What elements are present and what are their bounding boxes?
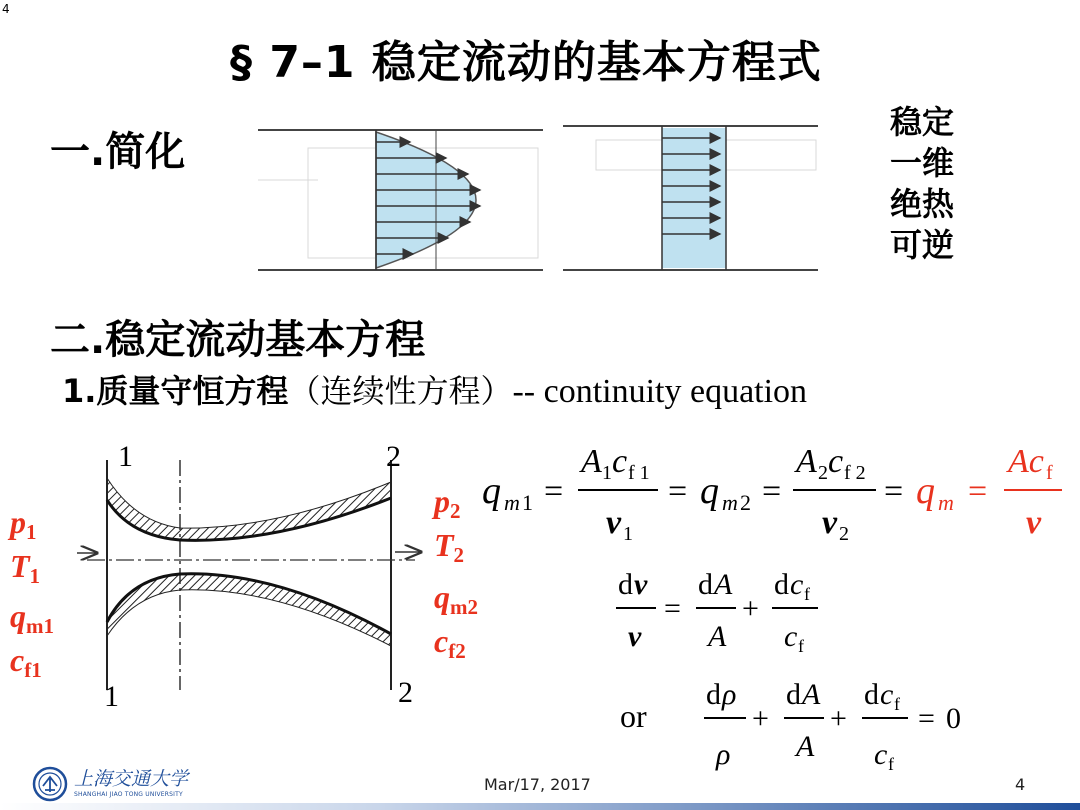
university-name-en: SHANGHAI JIAO TONG UNIVERSITY [74, 791, 183, 798]
svg-text:c: c [784, 620, 798, 653]
svg-text:d: d [786, 678, 801, 711]
university-seal-icon [32, 766, 68, 802]
continuity-equation-differential-density [700, 668, 1000, 773]
svg-text:=: = [918, 702, 935, 735]
svg-text:+: + [742, 592, 759, 625]
svg-text:ρ: ρ [722, 678, 737, 711]
svg-text:q: q [482, 470, 501, 512]
svg-text:=: = [762, 473, 782, 510]
svg-text:f: f [894, 694, 900, 714]
svg-text:f 1: f 1 [628, 462, 650, 484]
or-label: or [620, 698, 647, 734]
footer-date: Mar/17, 2017 [484, 775, 591, 794]
tag-one-dimensional: 一维 [890, 144, 955, 182]
university-logo [32, 766, 188, 802]
svg-text:=: = [544, 473, 564, 510]
svg-text:c: c [874, 738, 888, 771]
section-label-2-bottom: 2 [398, 676, 413, 709]
inlet-velocity: $c_{f1}$ [10, 642, 42, 682]
section-label-2-top: 2 [386, 440, 401, 473]
svg-text:f: f [804, 584, 810, 604]
continuity-heading-prefix: 1.质量守恒方程 [62, 372, 289, 410]
continuity-heading [62, 366, 807, 412]
tag-steady: 稳定 [890, 103, 955, 141]
assumption-tags [890, 102, 954, 266]
svg-text:ρ: ρ [716, 738, 731, 771]
svg-text:d: d [774, 568, 789, 601]
svg-text:1: 1 [602, 462, 612, 484]
svg-text:q: q [700, 470, 719, 512]
svg-text:A: A [581, 443, 602, 480]
svg-text:f: f [888, 754, 894, 773]
svg-text:A: A [708, 620, 727, 653]
svg-text:f: f [798, 636, 804, 656]
svg-text:v: v [634, 568, 648, 601]
svg-text:c: c [880, 678, 894, 711]
svg-text:f 2: f 2 [844, 462, 866, 484]
svg-text:c: c [612, 443, 628, 480]
continuity-heading-paren: （连续性方程） [288, 372, 513, 410]
svg-text:m: m [504, 490, 520, 515]
inlet-state-labels [10, 505, 54, 687]
svg-text:+: + [752, 702, 769, 735]
svg-text:Ac: Ac [1008, 443, 1044, 480]
svg-text:m: m [938, 490, 954, 515]
velocity-profile-figure [258, 120, 838, 280]
continuity-equation-differential-volume [612, 558, 852, 668]
continuity-equation-mass-flow [478, 428, 1078, 558]
uniform-profile [563, 126, 818, 270]
svg-text:d: d [864, 678, 879, 711]
section-label-1-bottom: 1 [104, 680, 119, 713]
svg-text:d: d [618, 568, 633, 601]
outlet-velocity: $c_{f2}$ [434, 623, 466, 663]
tag-adiabatic: 绝热 [890, 185, 955, 223]
svg-text:q: q [916, 470, 935, 512]
svg-text:A: A [796, 443, 817, 480]
svg-text:=: = [664, 592, 681, 625]
tag-reversible: 可逆 [890, 226, 955, 264]
svg-text:1: 1 [522, 490, 533, 515]
footer-page-number: 4 [1015, 775, 1026, 794]
inlet-pressure: $p_1$ [10, 504, 37, 544]
svg-text:f: f [1046, 462, 1053, 484]
svg-text:v: v [822, 504, 838, 541]
svg-text:2: 2 [839, 523, 849, 545]
svg-text:0: 0 [946, 702, 961, 735]
svg-text:=: = [668, 473, 688, 510]
page-title [230, 26, 822, 90]
outlet-state-labels [434, 484, 478, 668]
svg-text:1: 1 [623, 523, 633, 545]
svg-text:A: A [802, 678, 821, 711]
outlet-mass-flow: $q_{m2}$ [434, 579, 478, 619]
parabolic-profile [258, 130, 543, 270]
svg-text:v: v [606, 504, 622, 541]
svg-text:A: A [714, 568, 733, 601]
svg-text:c: c [828, 443, 844, 480]
svg-text:c: c [790, 568, 804, 601]
svg-text:2: 2 [818, 462, 828, 484]
outlet-temperature: $T_2$ [434, 527, 465, 567]
svg-text:+: + [830, 702, 847, 735]
inlet-mass-flow: $q_{m1}$ [10, 598, 54, 638]
section-basic-equations-heading: 二.稳定流动基本方程 [50, 317, 426, 363]
section-simplification-heading: 一.简化 [50, 129, 186, 175]
svg-text:=: = [884, 473, 904, 510]
svg-text:=: = [968, 473, 988, 510]
inlet-temperature: $T_1$ [10, 548, 41, 588]
corner-page-number: 4 [2, 2, 10, 16]
svg-text:A: A [796, 730, 815, 763]
university-name-cn: 上海交通大学 [74, 768, 189, 790]
outlet-pressure: $p_2$ [434, 483, 461, 523]
continuity-heading-english: -- continuity equation [512, 373, 808, 410]
svg-text:v: v [628, 620, 642, 653]
section-label-1-top: 1 [118, 440, 133, 473]
svg-text:m: m [722, 490, 738, 515]
footer-gradient-bar [0, 803, 1080, 810]
svg-text:d: d [706, 678, 721, 711]
svg-text:v: v [1026, 504, 1042, 541]
svg-text:2: 2 [740, 490, 751, 515]
svg-text:d: d [698, 568, 713, 601]
nozzle-diagram [75, 440, 435, 730]
title-text: § 7–1 稳定流动的基本方程式 [230, 37, 822, 88]
